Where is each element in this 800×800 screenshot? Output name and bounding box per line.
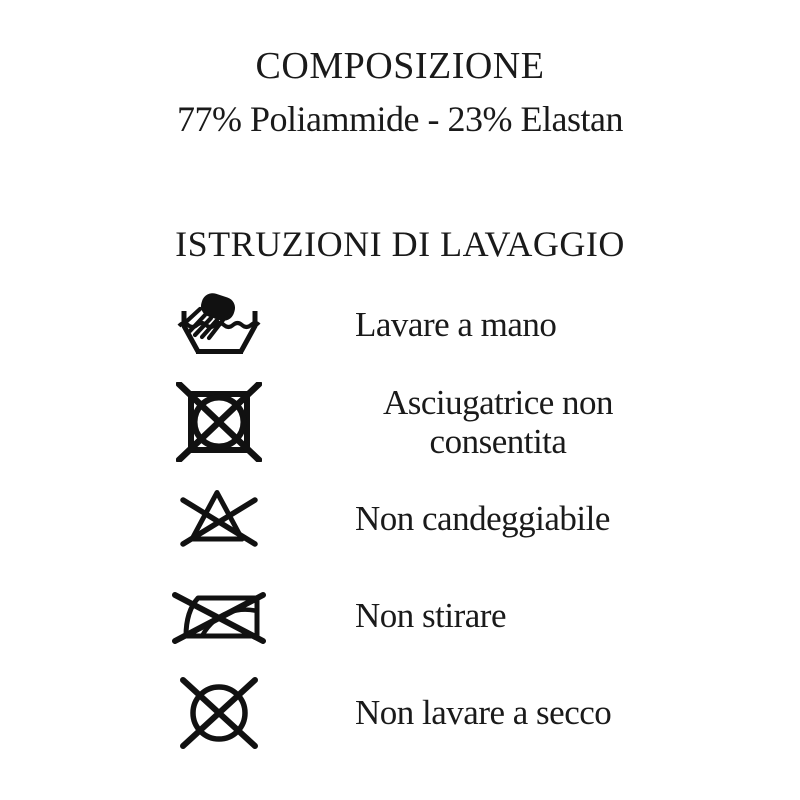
care-instruction-row <box>0 665 800 762</box>
do-not-bleach-icon <box>170 489 268 549</box>
do-not-tumble-dry-icon <box>170 382 268 462</box>
care-instruction-row <box>0 568 800 665</box>
care-instruction-row <box>0 374 800 471</box>
composition-details: 77% Poliammide - 23% Elastan <box>177 98 623 139</box>
care-instructions-list <box>0 277 800 762</box>
care-instruction-row <box>0 277 800 374</box>
do-not-iron-icon <box>170 588 268 644</box>
care-instruction-label: Non candeggiabile <box>355 499 610 539</box>
care-instruction-label: Asciugatrice non consentita <box>382 382 614 462</box>
care-instruction-row <box>0 471 800 568</box>
composition-title: COMPOSIZIONE <box>255 45 545 87</box>
care-instruction-label: Non stirare <box>355 596 506 636</box>
care-instruction-label: Non lavare a secco <box>355 693 612 733</box>
do-not-dry-clean-icon <box>170 677 268 749</box>
care-instruction-label: Lavare a mano <box>355 305 557 345</box>
washing-instructions-title: ISTRUZIONI DI LAVAGGIO <box>175 223 625 264</box>
hand-wash-icon <box>170 293 268 357</box>
